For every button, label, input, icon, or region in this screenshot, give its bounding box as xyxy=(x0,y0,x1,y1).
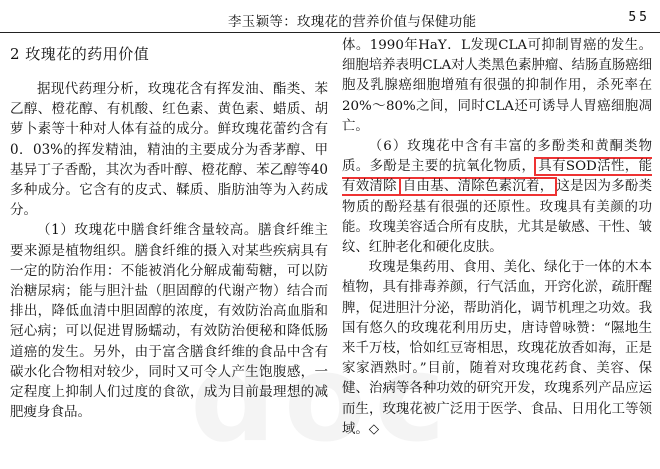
right-column xyxy=(342,36,652,440)
section-heading: 2 玫瑰花的药用价值 xyxy=(10,45,150,63)
paragraph-polyphenols xyxy=(342,137,652,258)
paragraph-rose-uses: 玫瑰是集药用、食用、美化、绿化于一体的木本植物，具有排毒养颜，行气活血，开窍化淤，疏肝醒脾，促进胆汁分泌，帮助消化，调节机理之功效。我国有悠久的玫瑰花利用历史，唐诗曾咏赞：“隰地生来千万枝，恰如红豆寄相思，玫瑰花放香如海，正是家家酒熟时。”目前，随着对玫瑰花药食、美容、保健、治病等各种功效的研究开发，玫瑰系列产品应运而生，玫瑰花被广泛用于医学、食品、日用化工等领域。◇ xyxy=(342,260,652,437)
running-title: 李玉颖等：玫瑰花的营养价值与保健功能 xyxy=(228,14,477,30)
highlight-box-free-radicals: 自由基、清除色素沉着， xyxy=(399,177,558,196)
left-column xyxy=(10,36,328,422)
page-number: 55 xyxy=(628,10,650,25)
paragraph-dietary-fiber: （1）玫瑰花中膳食纤维含量较高。膳食纤维主要来源是植物组织。膳食纤维的摄入对某些疾病具有一定的防治作用：不能被消化分解成葡萄糖，可以防治糖尿病；能与胆汁盐（胆固醇的代谢产物）结合而排出，降低血清中胆固醇的浓度，有效防治高血脂和冠心病；可以促进胃肠蠕动，有效防治便秘和降低肠道癌的发生。另外，由于富含膳食纤维的食品中含有碳水化合物相对较少，同时又可令人产生饱腹感，一定程度上抑制人们过度的食欲，成为目前最理想的减肥瘦身食品。 xyxy=(10,222,328,421)
polyphenols-intro: （6）玫瑰花中含有丰富的多酚类和黄酮类物质。多酚是主要的抗氧化物质， xyxy=(342,139,652,175)
header-rule xyxy=(0,32,660,33)
highlight-box-sod: 具有SOD活性，能有效清除 xyxy=(342,159,653,195)
paragraph-pharmacology: 据现代药理分析，玫瑰花含有挥发油、酯类、苯乙醇、橙花醇、有机酸、红色素、黄色素、蜡质、胡萝卜素等十种对人体有益的成分。鲜玫瑰花蕾约含有 0．03%的挥发精油，精油的主要成分为香茅醇、甲基异丁子香酚，其次为香叶醇、橙花醇、苯乙醇等40多种成分。它含有的皮式、鞣质、脂肪油等为入药成分。 xyxy=(10,81,328,219)
polyphenols-rest: 这是因为多酚类物质的酚羟基有很强的还原性。玫瑰具有美颜的功能。玫瑰美容适合所有皮肤，尤其是敏感、干性、皱纹、红肿老化和硬化皮肤。 xyxy=(342,179,653,256)
page-header xyxy=(0,0,660,34)
paragraph-cla: 体。1990年HaY．L发现CLA可抑制胃癌的发生。细胞培养表明CLA对人类黑色素肿瘤、结肠直肠癌细胞及乳腺癌细胞增殖有很强的抑制作用，杀死率在20%～80%之间，同时CLA还可诱导人胃癌细胞凋亡。 xyxy=(342,38,653,134)
